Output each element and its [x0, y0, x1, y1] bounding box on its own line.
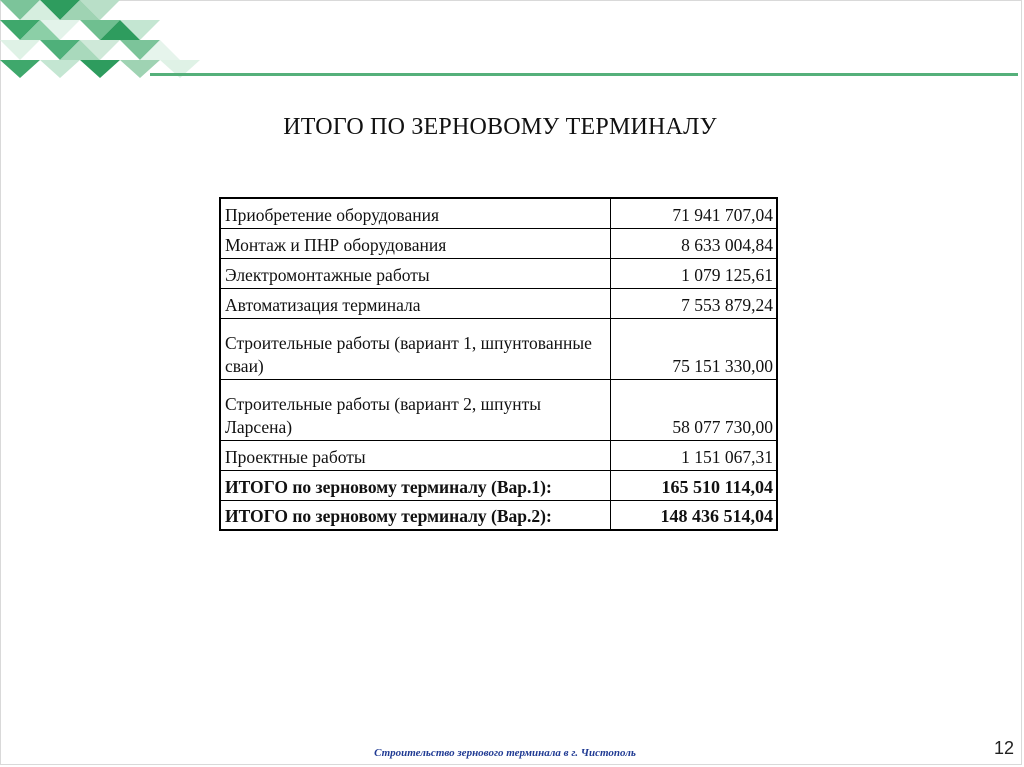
row-value: 1 079 125,61 — [611, 258, 778, 288]
row-label: Проектные работы — [220, 440, 611, 470]
row-value: 58 077 730,00 — [611, 379, 778, 440]
row-label: ИТОГО по зерновому терминалу (Вар.2): — [220, 500, 611, 530]
row-label: Строительные работы (вариант 2, шпунты Ларсена) — [220, 379, 611, 440]
row-value: 71 941 707,04 — [611, 198, 778, 228]
table-row — [220, 288, 777, 318]
row-label: Монтаж и ПНР оборудования — [220, 228, 611, 258]
row-label: Строительные работы (вариант 1, шпунтованные сваи) — [220, 318, 611, 379]
row-value: 1 151 067,31 — [611, 440, 778, 470]
table-row — [220, 258, 777, 288]
cost-summary-table — [219, 197, 778, 531]
table-row — [220, 379, 777, 440]
row-label: Автоматизация терминала — [220, 288, 611, 318]
slide-title: ИТОГО ПО ЗЕРНОВОМУ ТЕРМИНАЛУ — [283, 114, 717, 140]
table-row — [220, 318, 777, 379]
row-value: 75 151 330,00 — [611, 318, 778, 379]
row-label: ИТОГО по зерновому терминалу (Вар.1): — [220, 470, 611, 500]
header-rule — [150, 73, 1018, 76]
row-label: Приобретение оборудования — [220, 198, 611, 228]
slide-footer: Строительство зернового терминала в г. Чистополь — [374, 747, 636, 759]
row-value: 165 510 114,04 — [611, 470, 778, 500]
row-value: 148 436 514,04 — [611, 500, 778, 530]
table-row — [220, 440, 777, 470]
table-row — [220, 198, 777, 228]
page-number: 12 — [993, 738, 1014, 758]
row-value: 8 633 004,84 — [611, 228, 778, 258]
total-row — [220, 470, 777, 500]
table-row — [220, 228, 777, 258]
triangle-pattern-decoration — [0, 0, 215, 80]
row-label: Электромонтажные работы — [220, 258, 611, 288]
total-row — [220, 500, 777, 530]
row-value: 7 553 879,24 — [611, 288, 778, 318]
